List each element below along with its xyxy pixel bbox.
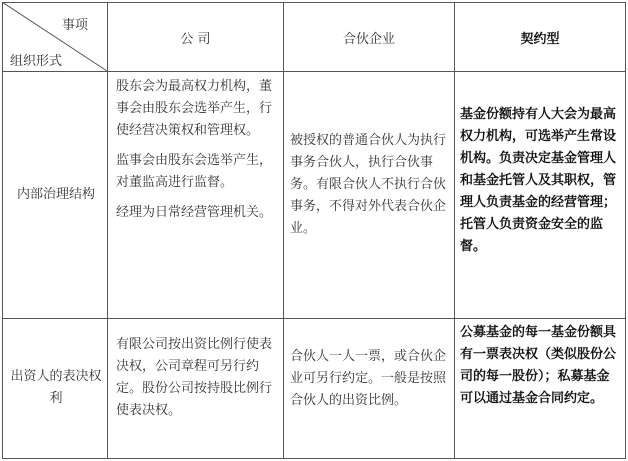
row-label-governance: 内部治理结构 [16, 187, 95, 202]
header-corner-top: 事项 [62, 18, 89, 33]
header-partnership: 合伙企业 [342, 32, 395, 47]
col-divider-2 [283, 2, 284, 459]
row-label-voting: 出资人的表决权利 [10, 369, 102, 406]
header-company: 公 司 [180, 32, 211, 47]
header-contract: 契约型 [520, 32, 560, 47]
governance-company-para: 股东会为最高权力机构，董事会由股东会选举产生，行使经营决策权和管理权。 [116, 79, 273, 138]
row-divider [2, 318, 626, 319]
governance-company-para: 经理为日常经营管理机关。 [116, 205, 273, 220]
voting-contract-cell: 公募基金的每一基金份额具有一票表决权（类似股份公司的每一股份）；私募基金可以通过基金合同约定。 [460, 325, 617, 406]
governance-contract-cell: 基金份额持有人大会为最高权力机构，可选举产生常设机构。负责决定基金管理人和基金托管人及其职权，管理人负责基金的经营管理；托管人负责资金安全的监督。 [460, 107, 617, 254]
table-border-bottom [2, 458, 626, 459]
governance-partnership-cell: 被授权的普通合伙人为执行事务合伙人，执行合伙事务。有限合伙人不执行合伙事务，不得对外代表合伙企业。 [290, 133, 447, 236]
voting-company-cell: 有限公司按出资比例行使表决权，公司章程可另行约定。股份公司按持股比例行使表决权。 [116, 337, 273, 418]
col-divider-3 [454, 2, 455, 459]
header-corner-bottom: 组织形式 [10, 54, 63, 69]
governance-company-cell [116, 76, 276, 224]
voting-partnership-cell: 合伙人一人一票，或合伙企业可另行约定。一般是按照合伙人的出资比例。 [290, 349, 447, 408]
governance-company-para: 监事会由股东会选举产生，对董监高进行监督。 [116, 153, 273, 190]
